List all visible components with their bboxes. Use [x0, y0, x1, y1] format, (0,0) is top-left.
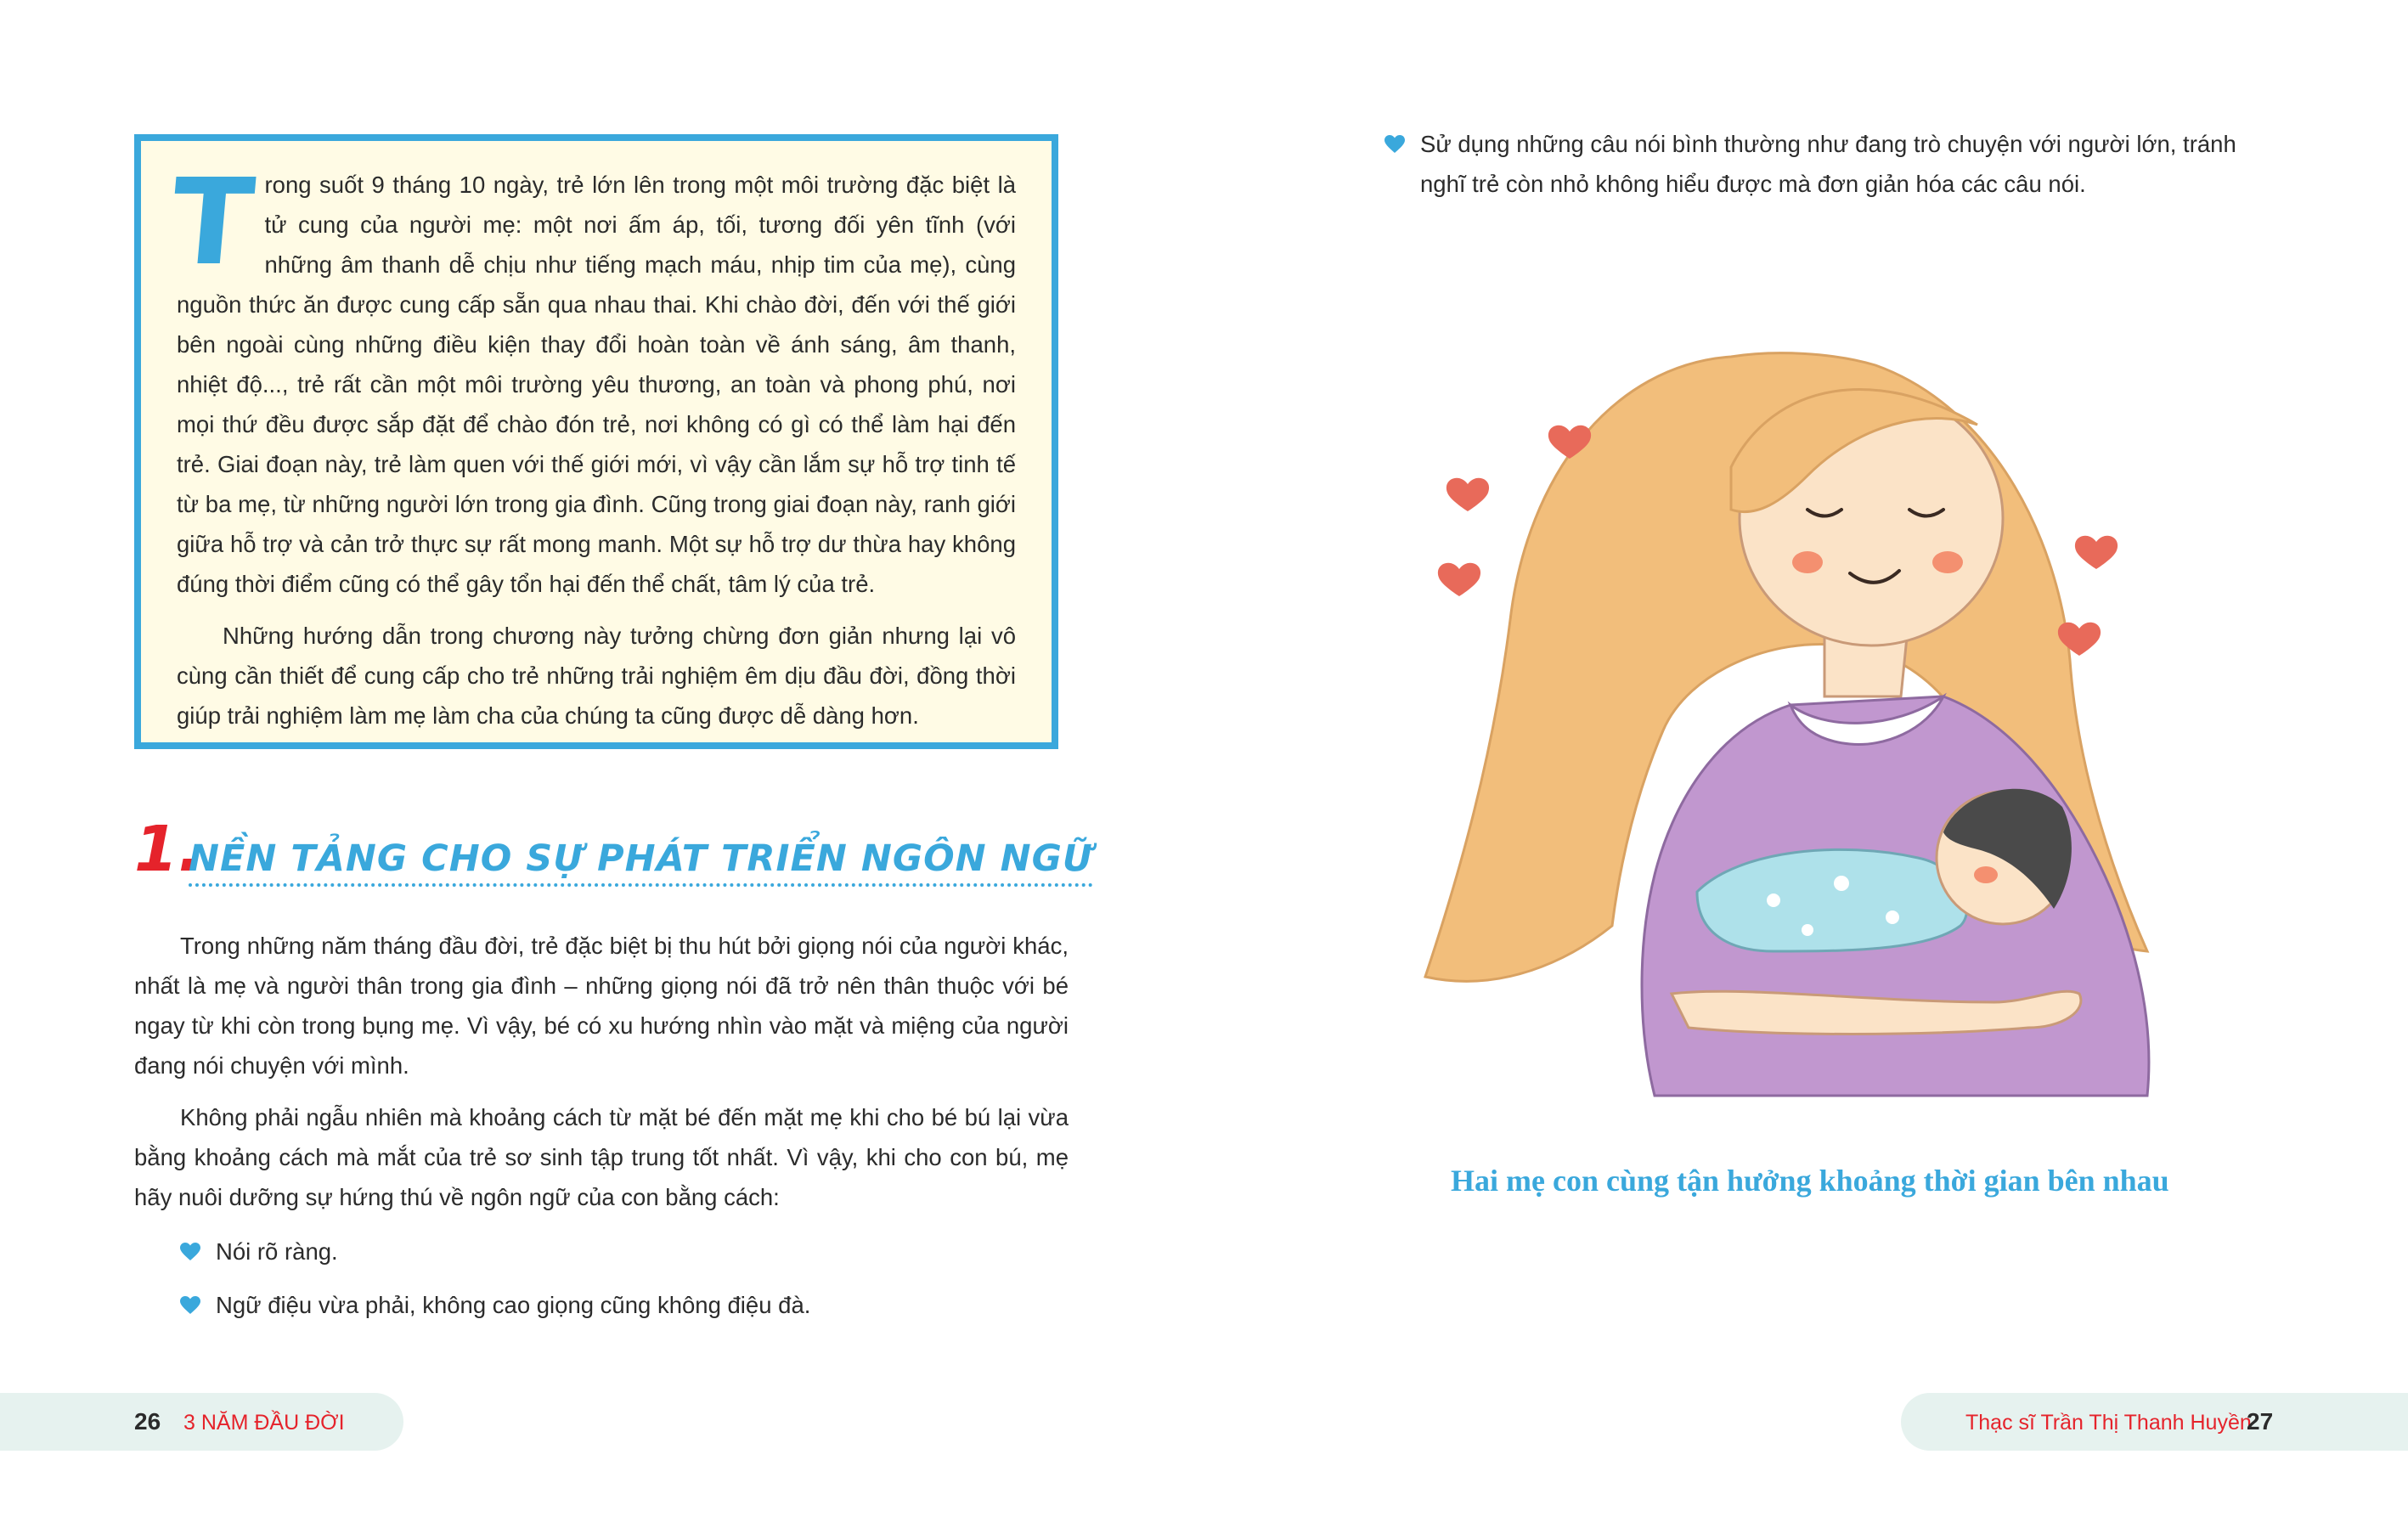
- body-text: [134, 926, 1069, 1229]
- heart-icon: [178, 1285, 202, 1325]
- bullet-item-2: [178, 1285, 810, 1325]
- intro-paragraph-2: Những hướng dẫn trong chương này tưởng chừng đơn giản nhưng lại vô cùng cần thiết để cung cấp cho trẻ những trải nghiệm êm dịu đầu đời, đồng thời giúp trải nghiệm làm mẹ làm cha của chúng ta cũng được dễ dàng hơn.: [177, 623, 1016, 729]
- body-paragraph-1: Trong những năm tháng đầu đời, trẻ đặc biệt bị thu hút bởi giọng nói của người khác, nhất là mẹ và người thân trong gia đình – những giọng nói đã trở nên thân thuộc với bé ngay từ khi còn trong bụng mẹ. Vì vậy, bé có xu hướng nhìn vào mặt và miệng của người đang nói chuyện với mình.: [134, 933, 1069, 1079]
- mother-holding-baby-illustration: [1332, 331, 2198, 1147]
- bullet-item-3: [1383, 124, 2287, 204]
- bullet-text-3: Sử dụng những câu nói bình thường như đang trò chuyện với người lớn, tránh nghĩ trẻ còn nhỏ không hiểu được mà đơn giản hóa các câu nói.: [1420, 131, 2236, 197]
- section-number: 1.: [134, 813, 202, 886]
- intro-box: [134, 134, 1058, 749]
- page-number: 27: [2247, 1408, 2274, 1435]
- drop-cap: T: [165, 154, 259, 292]
- bullet-text-1: Nói rõ ràng.: [216, 1238, 338, 1265]
- illustration-caption: Hai mẹ con cùng tận hưởng khoảng thời gian bên nhau: [1451, 1164, 2169, 1198]
- heart-icon: [178, 1232, 202, 1271]
- intro-paragraph-1-text: rong suốt 9 tháng 10 ngày, trẻ lớn lên trong một môi trường đặc biệt là tử cung của người mẹ: một nơi ấm áp, tối, tương đối yên tĩnh (với những âm thanh dễ chịu như tiếng mạch máu, nhịp tim của mẹ), cùng nguồn thức ăn được cung cấp sẵn qua nhau thai. Khi chào đời, đến với thế giới bên ngoài cùng những điều kiện thay đổi hoàn toàn về ánh sáng, âm thanh, nhiệt độ..., trẻ rất cần một môi trường yêu thương, an toàn và phong phú, nơi mọi thứ đều được sắp đặt để chào đón trẻ, nơi không có gì có thể làm hại đến trẻ. Giai đoạn này, trẻ làm quen với thế giới mới, vì vậy cần lắm sự hỗ trợ tinh tế từ ba mẹ, từ những người lớn trong gia đình. Cũng trong giai đoạn này, ranh giới giữa hỗ trợ và cản trở thực sự rất mong manh. Một sự hỗ trợ dư thừa hay không đúng thời điểm cũng có thể gây tổn hại đến thể chất, tâm lý của trẻ.: [177, 172, 1016, 597]
- intro-paragraph-1: [165, 154, 1016, 604]
- heart-icon: [1383, 124, 1407, 164]
- author-name: Thạc sĩ Trần Thị Thanh Huyền: [1965, 1411, 2252, 1435]
- right-page: [1204, 0, 2408, 1539]
- bullet-text-2: Ngữ điệu vừa phải, không cao giọng cũng không điệu đà.: [216, 1292, 811, 1318]
- bullet-item-1: [178, 1232, 338, 1271]
- body-paragraph-2: Không phải ngẫu nhiên mà khoảng cách từ mặt bé đến mặt mẹ khi cho bé bú lại vừa bằng khoảng cách mà mắt của trẻ sơ sinh tập trung tốt nhất. Vì vậy, khi cho con bú, mẹ hãy nuôi dưỡng sự hứng thú về ngôn ngữ của con bằng cách:: [134, 1104, 1069, 1210]
- section-title: NỀN TẢNG CHO SỰ PHÁT TRIỂN NGÔN NGỮ: [189, 837, 1093, 887]
- book-title: 3 NĂM ĐẦU ĐỜI: [183, 1411, 345, 1435]
- page-number: 26: [134, 1408, 161, 1435]
